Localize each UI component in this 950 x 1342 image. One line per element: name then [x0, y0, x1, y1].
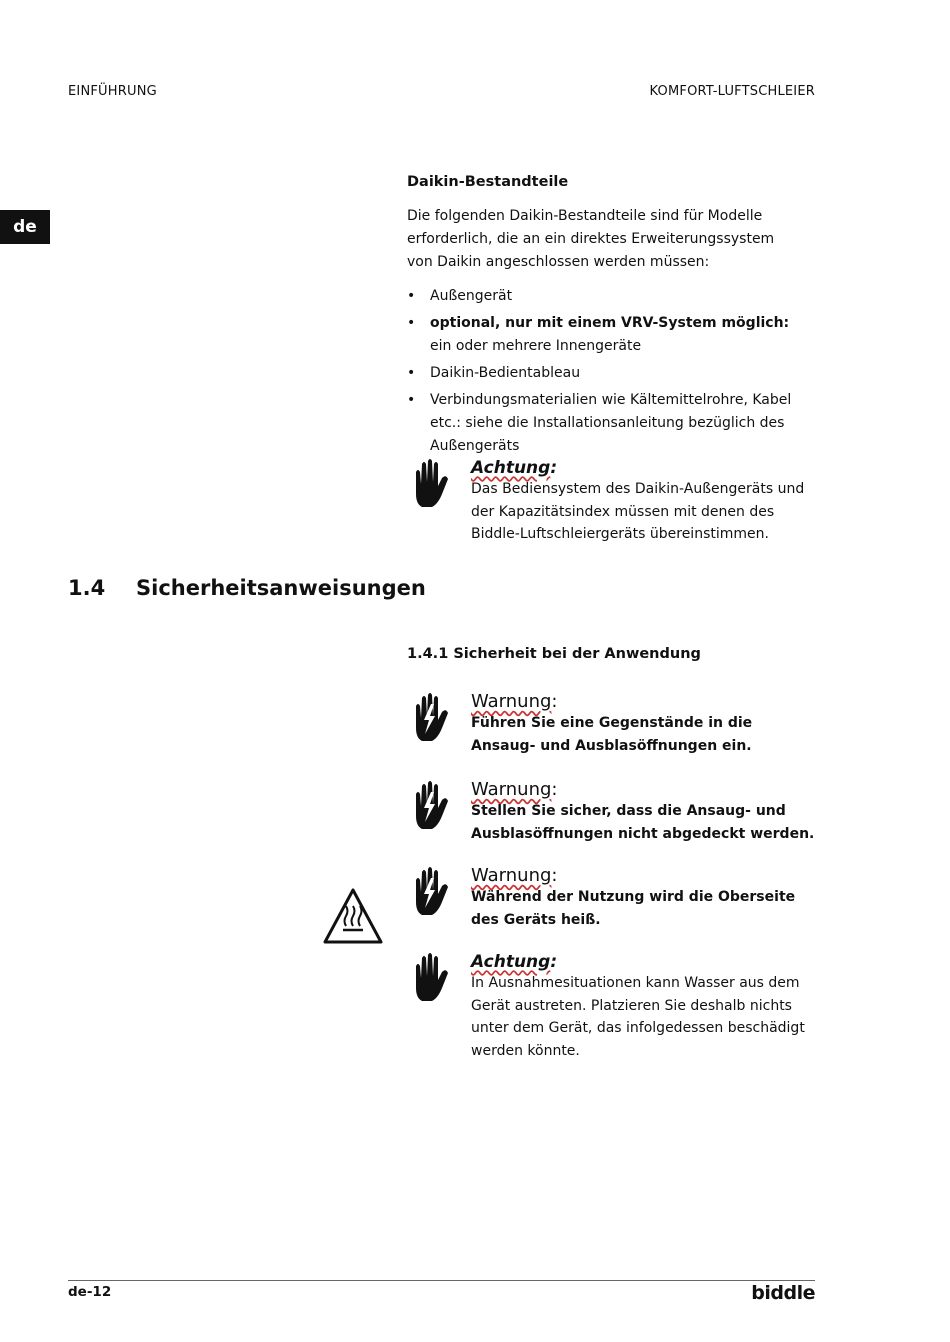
notice-title: Achtung [471, 952, 551, 972]
notice-title: Achtung [471, 458, 551, 478]
notice-title: Warnung [471, 691, 552, 712]
notice-text [471, 866, 821, 931]
notice-body: Das Bediensystem des Daikin-Außengeräts und der Kapazitätsindex müssen mit denen des Biddle-Luftschleiergeräts übereinstimmen. [471, 481, 805, 542]
bullet-bold-text: optional, nur mit einem VRV-System möglich: [430, 315, 790, 331]
warning-hand-icon [407, 692, 451, 744]
daikin-intro: Die folgenden Daikin-Bestandteile sind für Modelle erforderlich, die an ein direktes Erweiterungssystem von Daikin angeschlossen werden müssen: [407, 208, 775, 270]
caution-notice [407, 458, 827, 548]
footer-divider [68, 1280, 815, 1281]
warning-notice [407, 866, 827, 956]
list-item [407, 312, 807, 358]
caution-hand-icon [407, 458, 451, 510]
notice-text [471, 692, 821, 757]
notice-title: Warnung [471, 779, 552, 800]
section-number: 1.4 [68, 576, 106, 600]
bullet-text: ein oder mehrere Innengeräte [430, 338, 642, 354]
warning-hand-icon [407, 866, 451, 918]
list-item [407, 285, 807, 308]
notice-title: Warnung [471, 865, 552, 886]
subsection-title: 1.4.1 Sicherheit bei der Anwendung [407, 646, 701, 662]
notice-colon: : [550, 952, 558, 972]
notice-text [471, 780, 821, 845]
brand-logo: biddle [751, 1282, 815, 1304]
list-item [407, 362, 807, 385]
notice-colon: : [551, 865, 558, 886]
running-header-right: KOMFORT-LUFTSCHLEIER [649, 84, 815, 99]
notice-text [471, 458, 821, 546]
page-number: de-12 [68, 1284, 112, 1300]
notice-body: In Ausnahmesituationen kann Wasser aus dem Gerät austreten. Platzieren Sie deshalb nichts unter dem Gerät, das infolgedessen beschädigt werden könnte. [471, 975, 805, 1059]
caution-hand-icon [407, 952, 451, 1004]
bullet-text: Verbindungsmaterialien wie Kältemittelrohre, Kabel etc.: siehe die Installationsanleitung bezüglich des Außengeräts [430, 392, 792, 454]
warning-hand-icon [407, 780, 451, 832]
notice-body: Stellen Sie sicher, dass die Ansaug- und Ausblasöffnungen nicht abgedeckt werden. [471, 803, 815, 842]
notice-colon: : [551, 691, 558, 712]
warning-notice [407, 780, 827, 870]
notice-colon: : [550, 458, 558, 478]
language-tab: de [0, 210, 50, 244]
bullet-text: Daikin-Bedientableau [430, 365, 581, 381]
caution-notice [407, 952, 827, 1059]
notice-body: Führen Sie eine Gegenstände in die Ansaug- und Ausblasöffnungen ein. [471, 715, 753, 754]
section-title-text: Sicherheitsanweisungen [136, 576, 426, 600]
notice-body: Während der Nutzung wird die Oberseite des Geräts heiß. [471, 889, 796, 928]
daikin-bullet-list [407, 285, 807, 462]
section-title [68, 576, 426, 600]
daikin-heading: Daikin-Bestandteile [407, 174, 569, 190]
warning-notice [407, 692, 827, 782]
notice-text [471, 952, 821, 1062]
list-item [407, 389, 807, 458]
bullet-text: Außengerät [430, 288, 513, 304]
hot-surface-icon [321, 886, 385, 946]
running-header-left: EINFÜHRUNG [68, 84, 157, 99]
notice-colon: : [551, 779, 558, 800]
